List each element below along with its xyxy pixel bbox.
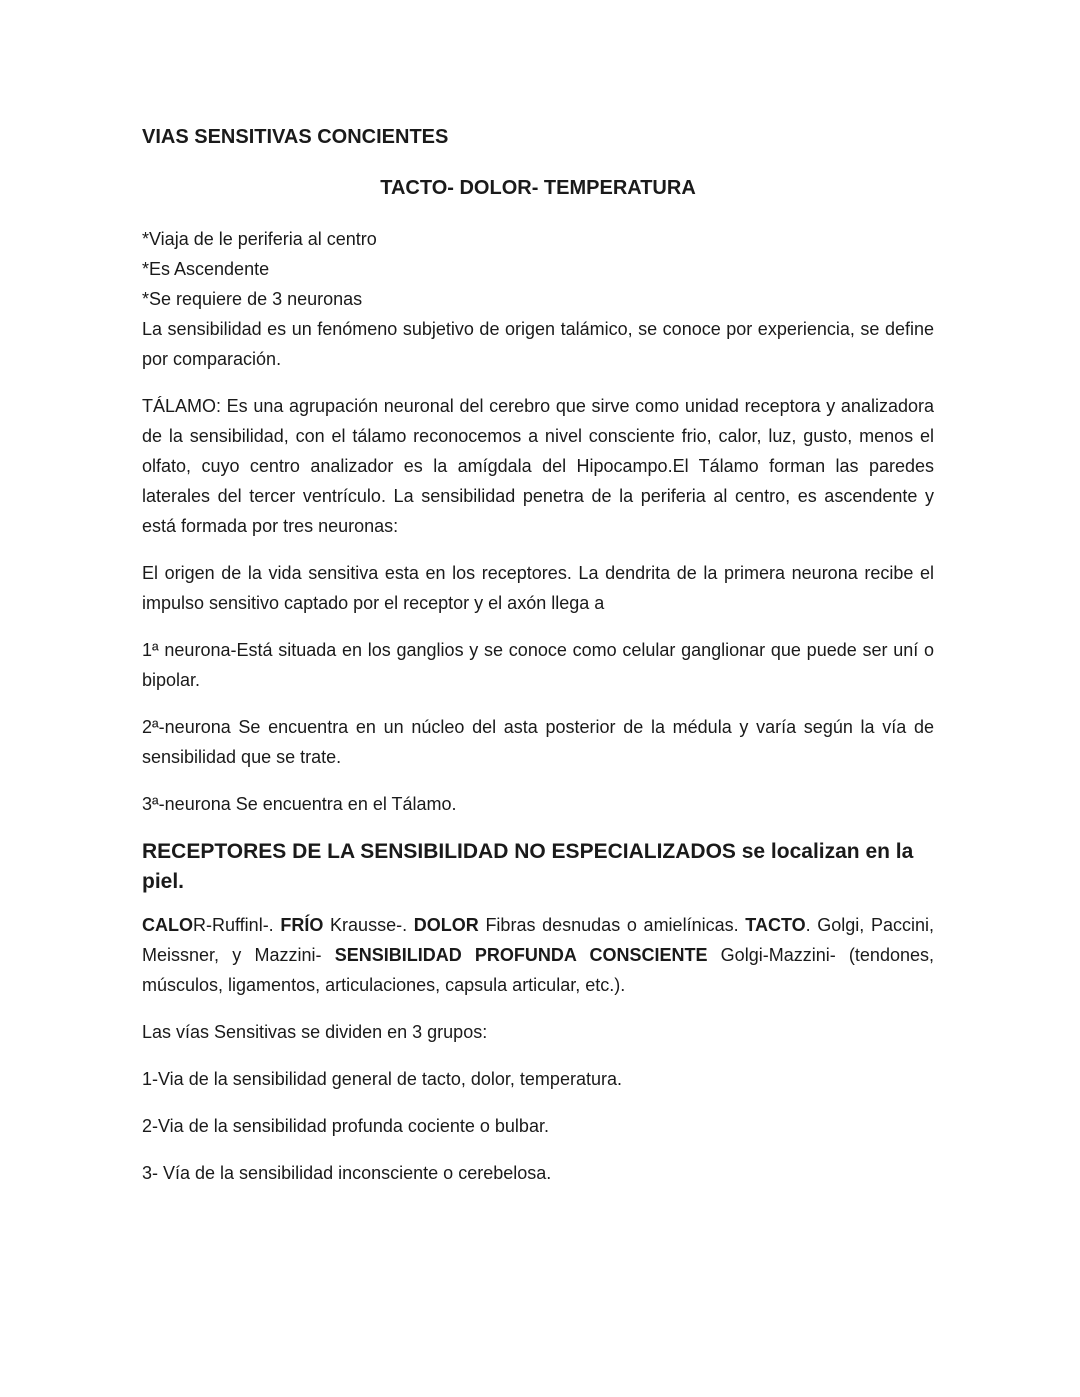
origen-paragraph: El origen de la vida sensitiva esta en los receptores. La dendrita de la primera neurona recibe el impulso sensitivo captado por el receptor y el axón llega a <box>142 563 934 613</box>
tacto-text: . Golgi, Paccini, Meissner, y Mazzini- <box>142 915 935 965</box>
calor-text: R-Ruffinl-. <box>193 915 281 935</box>
receptores-paragraph <box>142 910 934 1000</box>
bullet-item: *Viaja de le periferia al centro <box>142 229 377 249</box>
profunda-text: Golgi-Mazzini- (tendones, músculos, ligamentos, articulaciones, capsula articular, etc.). <box>142 945 934 995</box>
talamo-paragraph: TÁLAMO: Es una agrupación neuronal del cerebro que sirve como unidad receptora y analizadora de la sensibilidad, con el tálamo reconocemos a nivel consciente frio, calor, luz, gusto, menos el olfato, cuyo centro analizador es la amígdala del Hipocampo.El Tálamo forman las paredes laterales del tercer ventrículo. La sensibilidad penetra de la periferia al centro, es ascendente y está formada por tres neuronas: <box>142 396 934 536</box>
bullet-list <box>142 224 934 314</box>
receptores-heading-bold: RECEPTORES DE LA SENSIBILIDAD NO ESPECIALIZADOS <box>142 840 736 863</box>
bullet-item: *Se requiere de 3 neuronas <box>142 289 363 309</box>
neurona-2-paragraph: 2ª-neurona Se encuentra en un núcleo del asta posterior de la médula y varía según la vía de sensibilidad que se trate. <box>142 717 934 767</box>
frio-text: Krausse-. <box>323 915 414 935</box>
grupo-item: 1-Via de la sensibilidad general de tacto, dolor, temperatura. <box>142 1069 622 1089</box>
grupo-item: 3- Vía de la sensibilidad inconsciente o cerebelosa. <box>142 1163 552 1183</box>
dolor-text: Fibras desnudas o amielínicas. <box>478 915 746 935</box>
neurona-3-paragraph: 3ª-neurona Se encuentra en el Tálamo. <box>142 794 457 814</box>
receptores-heading <box>142 837 934 897</box>
tacto-label: TACTO <box>745 915 806 935</box>
dolor-label: DOLOR <box>413 915 479 935</box>
profunda-label: SENSIBILIDAD PROFUNDA CONSCIENTE <box>334 945 708 965</box>
neurona-1-paragraph: 1ª neurona-Está situada en los ganglios y se conoce como celular ganglionar que puede ser uní o bipolar. <box>142 640 934 690</box>
intro-paragraph: La sensibilidad es un fenómeno subjetivo de origen talámico, se conoce por experiencia, se define por comparación. <box>142 319 934 369</box>
grupo-item: 2-Via de la sensibilidad profunda cociente o bulbar. <box>142 1116 549 1136</box>
calor-label: CALO <box>142 915 193 935</box>
grupos-intro: Las vías Sensitivas se dividen en 3 grupos: <box>142 1022 488 1042</box>
receptores-heading-rest: se localizan en la piel. <box>142 840 914 893</box>
bullet-item: *Es Ascendente <box>142 259 270 279</box>
page-subtitle: TACTO- DOLOR- TEMPERATURA <box>380 177 696 199</box>
document-body <box>142 122 934 1205</box>
page-title: VIAS SENSITIVAS CONCIENTES <box>142 126 449 148</box>
frio-label: FRÍO <box>280 915 324 935</box>
